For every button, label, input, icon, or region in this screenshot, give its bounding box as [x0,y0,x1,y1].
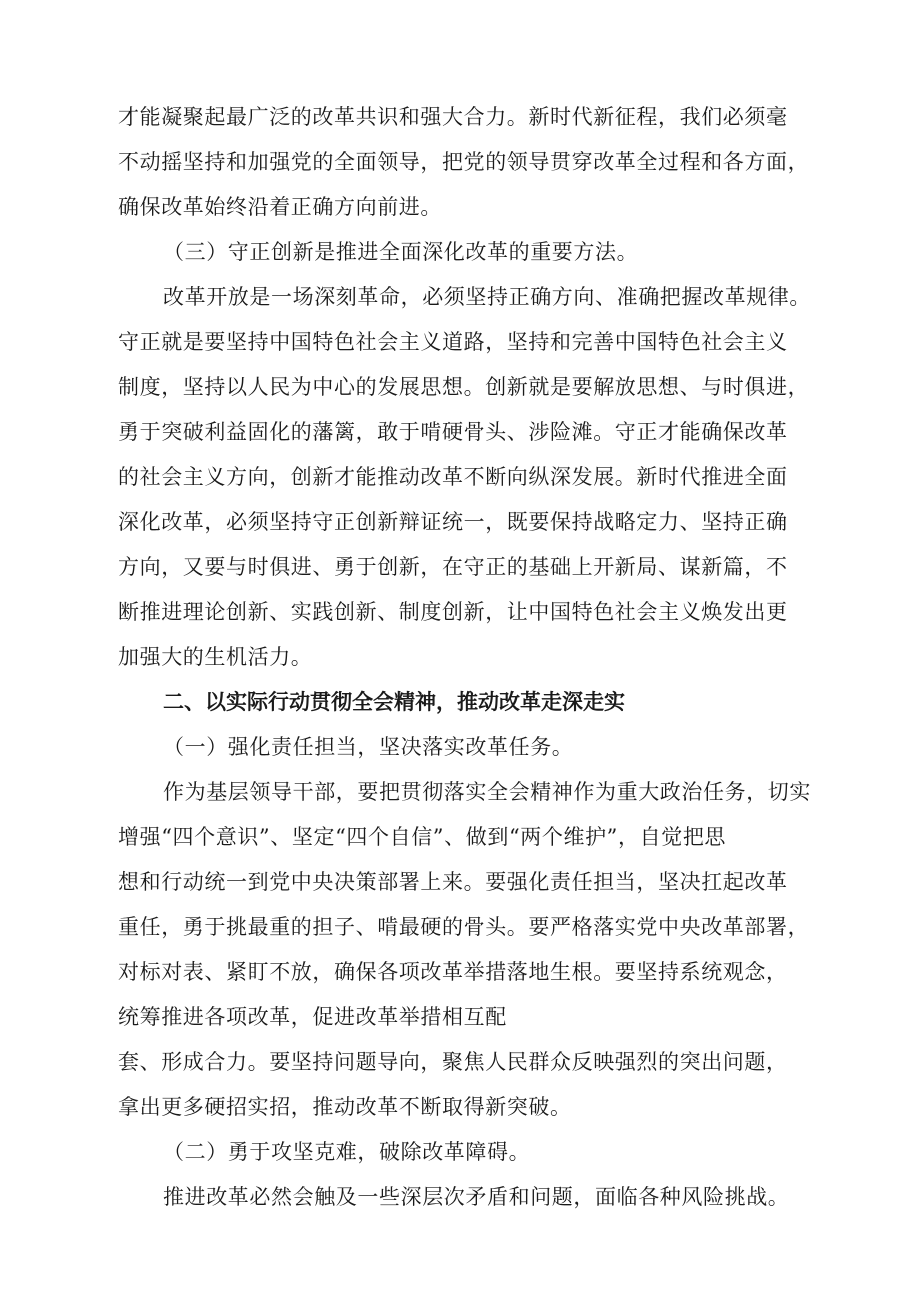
subsection-heading: （二）勇于攻坚克难，破除改革障碍。 [163,1140,531,1164]
paragraph-line: 推进改革必然会触及一些深层次矛盾和问题，面临各种风险挑战。 [163,1185,790,1209]
paragraph-line: 断推进理论创新、实践创新、制度创新，让中国特色社会主义焕发出更 [118,600,788,624]
paragraph-line: 想和行动统一到党中央决策部署上来。要强化责任担当，坚决扛起改革 [118,870,788,894]
paragraph-line: 增强“四个意识”、坚定“四个自信”、做到“两个维护”，自觉把思 [118,825,727,849]
paragraph-line: 制度，坚持以人民为中心的发展思想。创新就是要解放思想、与时俱进， [118,375,810,399]
paragraph-line: 作为基层领导干部，要把贯彻落实全会精神作为重大政治任务，切实 [163,780,811,804]
paragraph-line: 守正就是要坚持中国特色社会主义道路，坚持和完善中国特色社会主义 [118,330,788,354]
subsection-heading: （一）强化责任担当，坚决落实改革任务。 [163,735,574,759]
paragraph-line: 对标对表、紧盯不放，确保各项改革举措落地生根。要坚持系统观念， [118,960,788,984]
paragraph-line: 深化改革，必须坚持守正创新辩证统一，既要保持战略定力、坚持正确 [118,510,788,534]
paragraph-line: 的社会主义方向，创新才能推动改革不断向纵深发展。新时代推进全面 [118,465,788,489]
paragraph-line: 勇于突破利益固化的藩篱，敢于啃硬骨头、涉险滩。守正才能确保改革 [118,420,788,444]
paragraph-line: 不动摇坚持和加强党的全面领导，把党的领导贯穿改革全过程和各方面， [118,150,810,174]
paragraph-line: 改革开放是一场深刻革命，必须坚持正确方向、准确把握改革规律。 [163,285,811,309]
paragraph-line: 才能凝聚起最广泛的改革共识和强大合力。新时代新征程，我们必须毫 [118,105,788,129]
paragraph-line: 确保改革始终沿着正确方向前进。 [118,195,442,219]
section-heading: 二、以实际行动贯彻全会精神，推动改革走深走实 [163,690,625,714]
paragraph-line: 方向，又要与时俱进、勇于创新，在守正的基础上开新局、谋新篇，不 [118,555,788,579]
paragraph-line: 套、形成合力。要坚持问题导向，聚焦人民群众反映强烈的突出问题， [118,1050,788,1074]
paragraph-line: 拿出更多硬招实招，推动改革不断取得新突破。 [118,1095,572,1119]
subsection-heading: （三）守正创新是推进全面深化改革的重要方法。 [163,240,639,264]
paragraph-line: 统筹推进各项改革，促进改革举措相互配 [118,1005,507,1029]
paragraph-line: 加强大的生机活力。 [118,645,313,669]
paragraph-line: 重任，勇于挑最重的担子、啃最硬的骨头。要严格落实党中央改革部署， [118,915,810,939]
